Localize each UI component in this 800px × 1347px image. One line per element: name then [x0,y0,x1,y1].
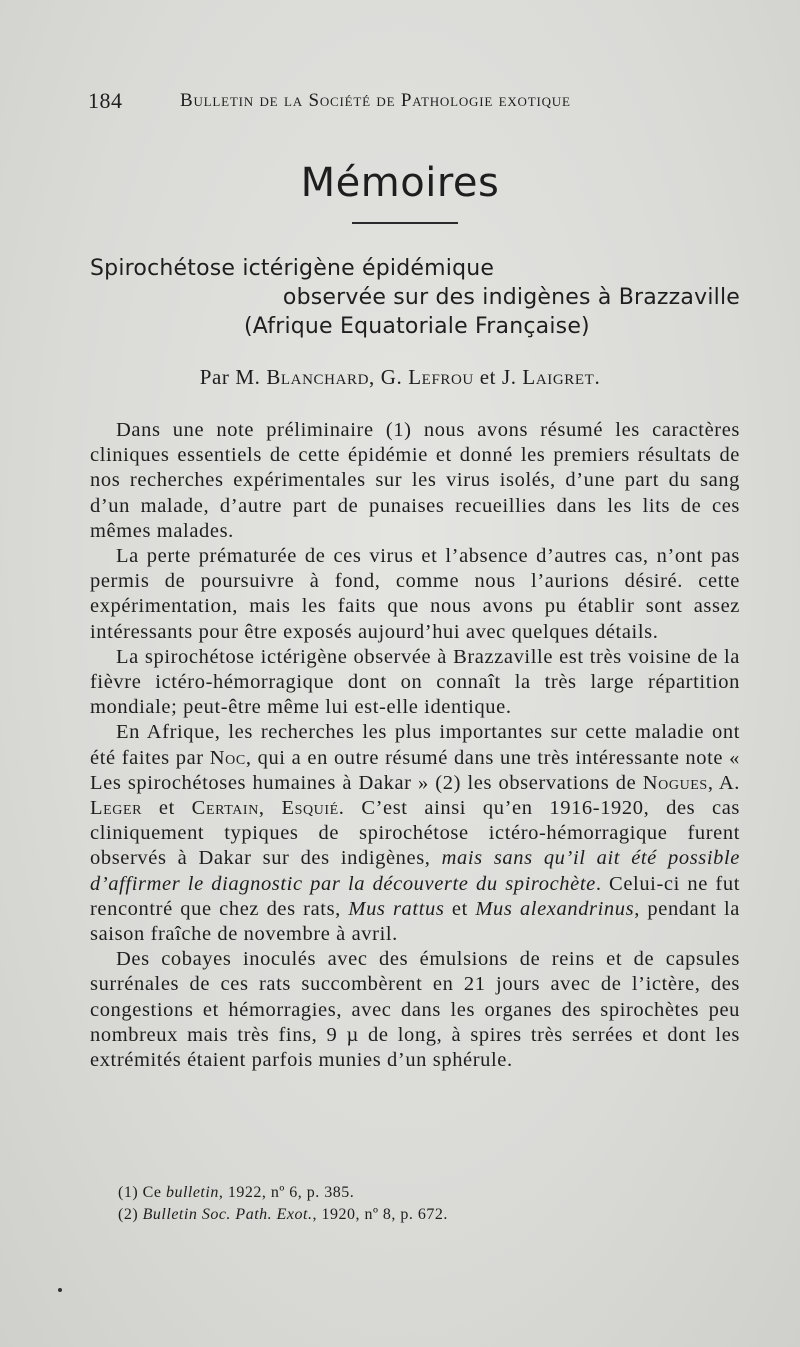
footnote-2-number: (2) [118,1206,139,1223]
paragraph-5: Des cobayes inoculés avec des émulsions de reins et de capsules surrénales de ces rats succombèrent en 21 jours avec de l’ictère, des congestions et hémorragies, avec dans les organes des spirochètes peu nombreux mais très fins, 9 µ de long, à spires très serrées et dont les extrémités étaient parfois munies d’un sphérule. [90,948,740,1072]
footnote-1 [118,1182,718,1204]
journal-name: Bulletin de la Société de Pathologie exotique [180,90,571,111]
ink-speck [58,1288,62,1292]
p4-text: , A. [707,771,740,794]
byline-and: et [479,365,497,389]
p4-text: , [258,797,282,820]
running-head [88,88,748,116]
paragraph-3: La spirochétose ictérigène observée à Brazzaville est très voisine de la fièvre ictéro-hémorragique dont on connaît la très large répartition mondiale; peut-être même lui est-elle identique. [90,645,740,719]
p4-text: , pendant la saison fraîche de novembre à avril. [90,897,740,946]
article-title-line-1: Spirochétose ictérigène épidémique [90,256,495,281]
p4-italic-phrase: mais sans qu’il ait été possible d’affirmer le diagnostic par la découverte du spirochète [90,847,740,895]
footnote-1-italic: bulletin [165,1184,219,1201]
footnotes [118,1182,718,1226]
author-initial-j: J. [501,365,517,389]
footnote-2 [118,1204,718,1226]
author-byline [0,365,800,390]
author-initial-g: G. [380,365,403,389]
p4-text: et [142,797,192,820]
p4-text: . C’est ainsi qu’en 1916-1920, des cas cliniquement typiques de spirochétose ictéro-hémorragique furent observés à Dakar sur des indigènes, [90,797,741,870]
author-lefrou: Lefrou [408,365,474,389]
p4-text: En Afrique, les recherches les plus importantes sur cette maladie ont été faites par [90,721,740,769]
article-title-line-2: observée sur des indigènes à Brazzaville [282,285,740,310]
species-mus-rattus: Mus rattus [348,897,445,920]
footnote-2-text: , 1920, nº 8, p. 672. [312,1206,448,1223]
footnote-1-number: (1) [118,1184,139,1201]
paragraph-2: La perte prématurée de ces virus et l’absence d’autres cas, n’ont pas permis de poursuivre à fond, comme nous l’aurions désiré. cette expérimentation, mais les faits que nous avons pu établir sont assez intéressants pour être exposés aujourd’hui avec quelques détails. [90,545,740,643]
footnote-2-italic: Bulletin Soc. Path. Exot. [142,1206,313,1223]
author-laigret: Laigret. [522,365,601,389]
author-ref-noc: Noc [209,746,246,769]
article-title-line-3: (Afrique Equatoriale Française) [244,314,590,339]
footnote-1-text: Ce [142,1184,166,1201]
author-ref-esquie: Esquié [281,797,339,820]
author-ref-nogues: Nogues [642,771,708,794]
paragraph-1: Dans une note préliminaire (1) nous avons résumé les caractères cliniques essentiels de cette épidémie et donné les premiers résultats de nos recherches expérimentales sur les virus isolés, d’une part du sang d’un malade, d’autre part de punaises recueillies dans les lits de ces mêmes malades. [90,419,740,542]
paragraph-4 [90,720,740,947]
page-number: 184 [88,88,123,113]
footnote-1-text: , 1922, nº 6, p. 385. [218,1184,355,1201]
p4-text: . Celui-ci ne fut rencontré que chez des rats, [90,872,740,920]
title-rule [352,222,458,224]
p4-text: et [444,897,476,920]
author-ref-leger: Leger [90,797,143,820]
species-mus-alexandrinus: Mus alexandrinus [475,897,635,920]
author-blanchard: Blanchard, [266,365,375,389]
p4-text: , qui a en outre résumé dans une très intéressante note « Les spirochétoses humaines à Dakar » (2) les observations de [90,746,741,794]
section-title: Mémoires [300,160,500,206]
article-body [90,418,740,1073]
author-ref-certain: Certain [191,797,259,820]
byline-prefix: Par M. [199,365,261,389]
